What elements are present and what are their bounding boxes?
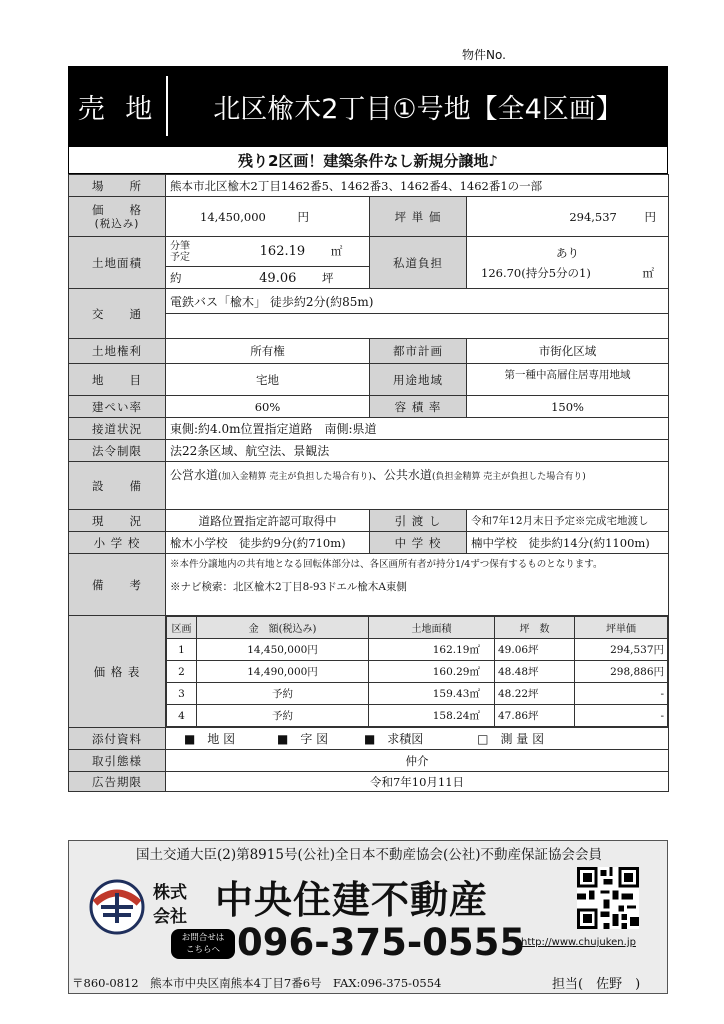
row-price <box>69 197 669 237</box>
attach-azazu: ■ 字 図 <box>276 732 329 746</box>
bunpitsu-yotei <box>170 241 190 263</box>
row-land-category <box>69 364 669 396</box>
lot-number: 3 <box>167 683 197 705</box>
value-private-road <box>467 237 669 289</box>
lot-tsubo-price: 298,886円 <box>575 661 668 683</box>
company-footer <box>68 840 668 994</box>
catchcopy: 残り2区画！建築条件なし新規分譲地♪ <box>68 146 668 174</box>
value-zoning: 第一種中高層住居専用地域 <box>467 364 669 396</box>
lot-number: 4 <box>167 705 197 727</box>
row-land-right <box>69 339 669 364</box>
ph-area: 土地面積 <box>369 617 495 639</box>
value-land-area-tsubo <box>166 267 370 289</box>
ph-tsubo: 坪 数 <box>495 617 575 639</box>
company-name: 中央住建不動産 <box>215 878 489 922</box>
contact-line1: お問合せは <box>181 933 225 943</box>
bunpitsu-label: 分筆 <box>170 240 190 252</box>
lot-tsubo: 48.22坪 <box>495 683 575 705</box>
land-area-sqm-unit: ㎡ <box>330 244 343 258</box>
label-ad-period: 広告期限 <box>69 772 166 792</box>
row-transaction <box>69 750 669 772</box>
yaku-label: 約 <box>170 270 182 285</box>
value-land-category: 宅地 <box>166 364 370 396</box>
property-type: 売 地 <box>77 93 159 125</box>
property-details-table <box>68 174 669 792</box>
attach-kyuseki: ■ 求積図 <box>363 732 424 746</box>
row-status <box>69 510 669 532</box>
price-unit: 円 <box>297 209 310 224</box>
tsubo-price-amount: 294,537 <box>569 209 617 224</box>
company-address: 〒860-0812 熊本市中央区南熊本4丁目7番6号 FAX:096-375-0554 <box>72 976 442 990</box>
value-remarks <box>166 554 669 616</box>
label-price-main: 価 格 <box>92 202 142 217</box>
lot-price: 14,450,000円 <box>197 639 369 661</box>
row-facilities <box>69 462 669 510</box>
price-amount: 14,450,000 <box>200 209 266 224</box>
row-schools <box>69 532 669 554</box>
price-table-header <box>167 617 668 639</box>
website-link[interactable]: http://www.chujuken.jp <box>521 937 636 948</box>
row-road <box>69 418 669 440</box>
value-attachments <box>166 728 669 750</box>
price-table-cell <box>166 616 669 728</box>
label-transport: 交 通 <box>69 289 166 339</box>
label-coverage: 建ぺい率 <box>69 396 166 418</box>
lot-number: 2 <box>167 661 197 683</box>
label-junior: 中 学 校 <box>370 532 467 554</box>
tsubo-price-unit: 円 <box>644 209 657 224</box>
lot-price: 予約 <box>197 683 369 705</box>
table-row <box>167 661 668 683</box>
lot-area: 162.19㎡ <box>369 639 495 661</box>
value-transaction: 仲介 <box>166 750 669 772</box>
value-law: 法22条区域、航空法、景観法 <box>166 440 669 462</box>
table-row <box>167 683 668 705</box>
water-common-note: (負担金精算 売主が負担した場合有り) <box>431 472 586 482</box>
contact-badge <box>171 929 235 959</box>
table-row <box>167 639 668 661</box>
header-banner <box>68 66 668 146</box>
table-row <box>167 705 668 727</box>
lot-area: 158.24㎡ <box>369 705 495 727</box>
yotei-label: 予定 <box>170 251 190 263</box>
label-facilities: 設 備 <box>69 462 166 510</box>
row-law <box>69 440 669 462</box>
lot-area: 160.29㎡ <box>369 661 495 683</box>
remarks-line1: ※本件分譲地内の共有地となる回転体部分は、各区画所有者が持分1/4ずつ保有するものとなります。 <box>170 559 603 570</box>
label-transaction: 取引態様 <box>69 750 166 772</box>
private-road-area-unit: ㎡ <box>642 265 655 280</box>
label-law: 法令制限 <box>69 440 166 462</box>
lot-area: 159.43㎡ <box>369 683 495 705</box>
ph-price: 金 額(税込み) <box>197 617 369 639</box>
land-area-tsubo-unit: 坪 <box>322 270 334 285</box>
lot-tsubo: 48.48坪 <box>495 661 575 683</box>
lot-tsubo-price: 294,537円 <box>575 639 668 661</box>
label-price-table: 価 格 表 <box>69 616 166 728</box>
lot-price: 予約 <box>197 705 369 727</box>
water-public-note: (加入金精算 売主が負担した場合有り) <box>218 472 372 482</box>
contact-line2: こちらへ <box>185 945 220 955</box>
qr-code-icon[interactable] <box>577 867 639 929</box>
value-transport-blank <box>166 314 669 339</box>
company-logo-icon <box>89 879 145 935</box>
private-road-exists: あり <box>556 245 580 260</box>
value-ad-period: 令和7年10月11日 <box>166 772 669 792</box>
value-price <box>166 197 370 237</box>
row-remarks <box>69 554 669 616</box>
value-city-plan: 市街化区域 <box>467 339 669 364</box>
label-price <box>69 197 166 237</box>
value-road: 東側:約4.0m位置指定道路 南側:県道 <box>166 418 669 440</box>
value-land-area-sqm <box>166 237 370 267</box>
value-land-right: 所有権 <box>166 339 370 364</box>
value-delivery: 令和7年12月末日予定※完成宅地渡し <box>467 510 669 532</box>
kabushiki-kaisha <box>153 881 213 933</box>
value-tsubo-price <box>467 197 669 237</box>
phone-number[interactable]: 096-375-0555 <box>237 921 526 964</box>
label-land-category: 地 目 <box>69 364 166 396</box>
label-land-area: 土地面積 <box>69 237 166 289</box>
label-delivery: 引 渡 し <box>370 510 467 532</box>
value-status: 道路位置指定許認可取得中 <box>166 510 370 532</box>
label-location: 場 所 <box>69 175 166 197</box>
value-facilities <box>166 462 669 510</box>
label-price-sub: (税込み) <box>94 217 140 230</box>
value-far: 150% <box>467 396 669 418</box>
label-land-right: 土地権利 <box>69 339 166 364</box>
association-line: 国土交通大臣(2)第8915号(公社)全日本不動産協会(公社)不動産保証協会会員 <box>135 847 603 863</box>
label-elementary: 小 学 校 <box>69 532 166 554</box>
label-attachments: 添付資料 <box>69 728 166 750</box>
header-divider <box>166 76 168 136</box>
document-number-label: 物件No. <box>462 48 506 62</box>
person-in-charge: 担当( 佐野 ) <box>552 977 641 992</box>
remarks-line2: ※ナビ検索：北区楡木2丁目8-93ドエル楡木A東側 <box>170 581 407 593</box>
value-coverage: 60% <box>166 396 370 418</box>
label-zoning: 用途地域 <box>370 364 467 396</box>
row-price-table <box>69 616 669 728</box>
value-junior: 楠中学校 徒歩約14分(約1100m) <box>467 532 669 554</box>
label-road: 接道状況 <box>69 418 166 440</box>
lot-tsubo-price: - <box>575 683 668 705</box>
private-road-area <box>471 263 664 283</box>
lot-tsubo: 49.06坪 <box>495 639 575 661</box>
label-far: 容 積 率 <box>370 396 467 418</box>
private-road-area-value: 126.70(持分5分の1) <box>481 265 591 280</box>
row-transport-1 <box>69 289 669 314</box>
attach-map: ■ 地 図 <box>184 732 236 746</box>
row-attachments <box>69 728 669 750</box>
water-sep: 、 <box>371 468 384 482</box>
row-ad-period <box>69 772 669 792</box>
value-location: 熊本市北区楡木2丁目1462番5、1462番3、1462番4、1462番1の一部 <box>166 175 669 197</box>
row-coverage <box>69 396 669 418</box>
lot-tsubo-price: - <box>575 705 668 727</box>
ph-tsubo-price: 坪単価 <box>575 617 668 639</box>
label-tsubo-price: 坪 単 価 <box>370 197 467 237</box>
label-private-road: 私道負担 <box>370 237 467 289</box>
kaisha-line2: 会社 <box>153 907 187 927</box>
row-location <box>69 175 669 197</box>
value-elementary: 楡木小学校 徒歩約9分(約710m) <box>166 532 370 554</box>
lot-tsubo: 47.86坪 <box>495 705 575 727</box>
attach-survey: □ 測 量 図 <box>477 732 545 746</box>
ph-lot: 区画 <box>167 617 197 639</box>
lot-number: 1 <box>167 639 197 661</box>
label-status: 現 況 <box>69 510 166 532</box>
label-remarks: 備 考 <box>69 554 166 616</box>
water-public: 公営水道 <box>170 468 219 482</box>
price-table <box>166 616 668 727</box>
kaisha-line1: 株式 <box>153 883 187 903</box>
value-transport: 電鉄バス「楡木」 徒歩約2分(約85m) <box>166 289 669 314</box>
row-land-area-1 <box>69 237 669 267</box>
land-area-sqm: 162.19 <box>259 244 306 259</box>
lot-price: 14,490,000円 <box>197 661 369 683</box>
land-area-tsubo: 49.06 <box>259 270 297 286</box>
label-city-plan: 都市計画 <box>370 339 467 364</box>
property-title: 北区楡木2丁目①号地【全4区画】 <box>213 93 623 125</box>
water-common: 公共水道 <box>383 468 432 482</box>
